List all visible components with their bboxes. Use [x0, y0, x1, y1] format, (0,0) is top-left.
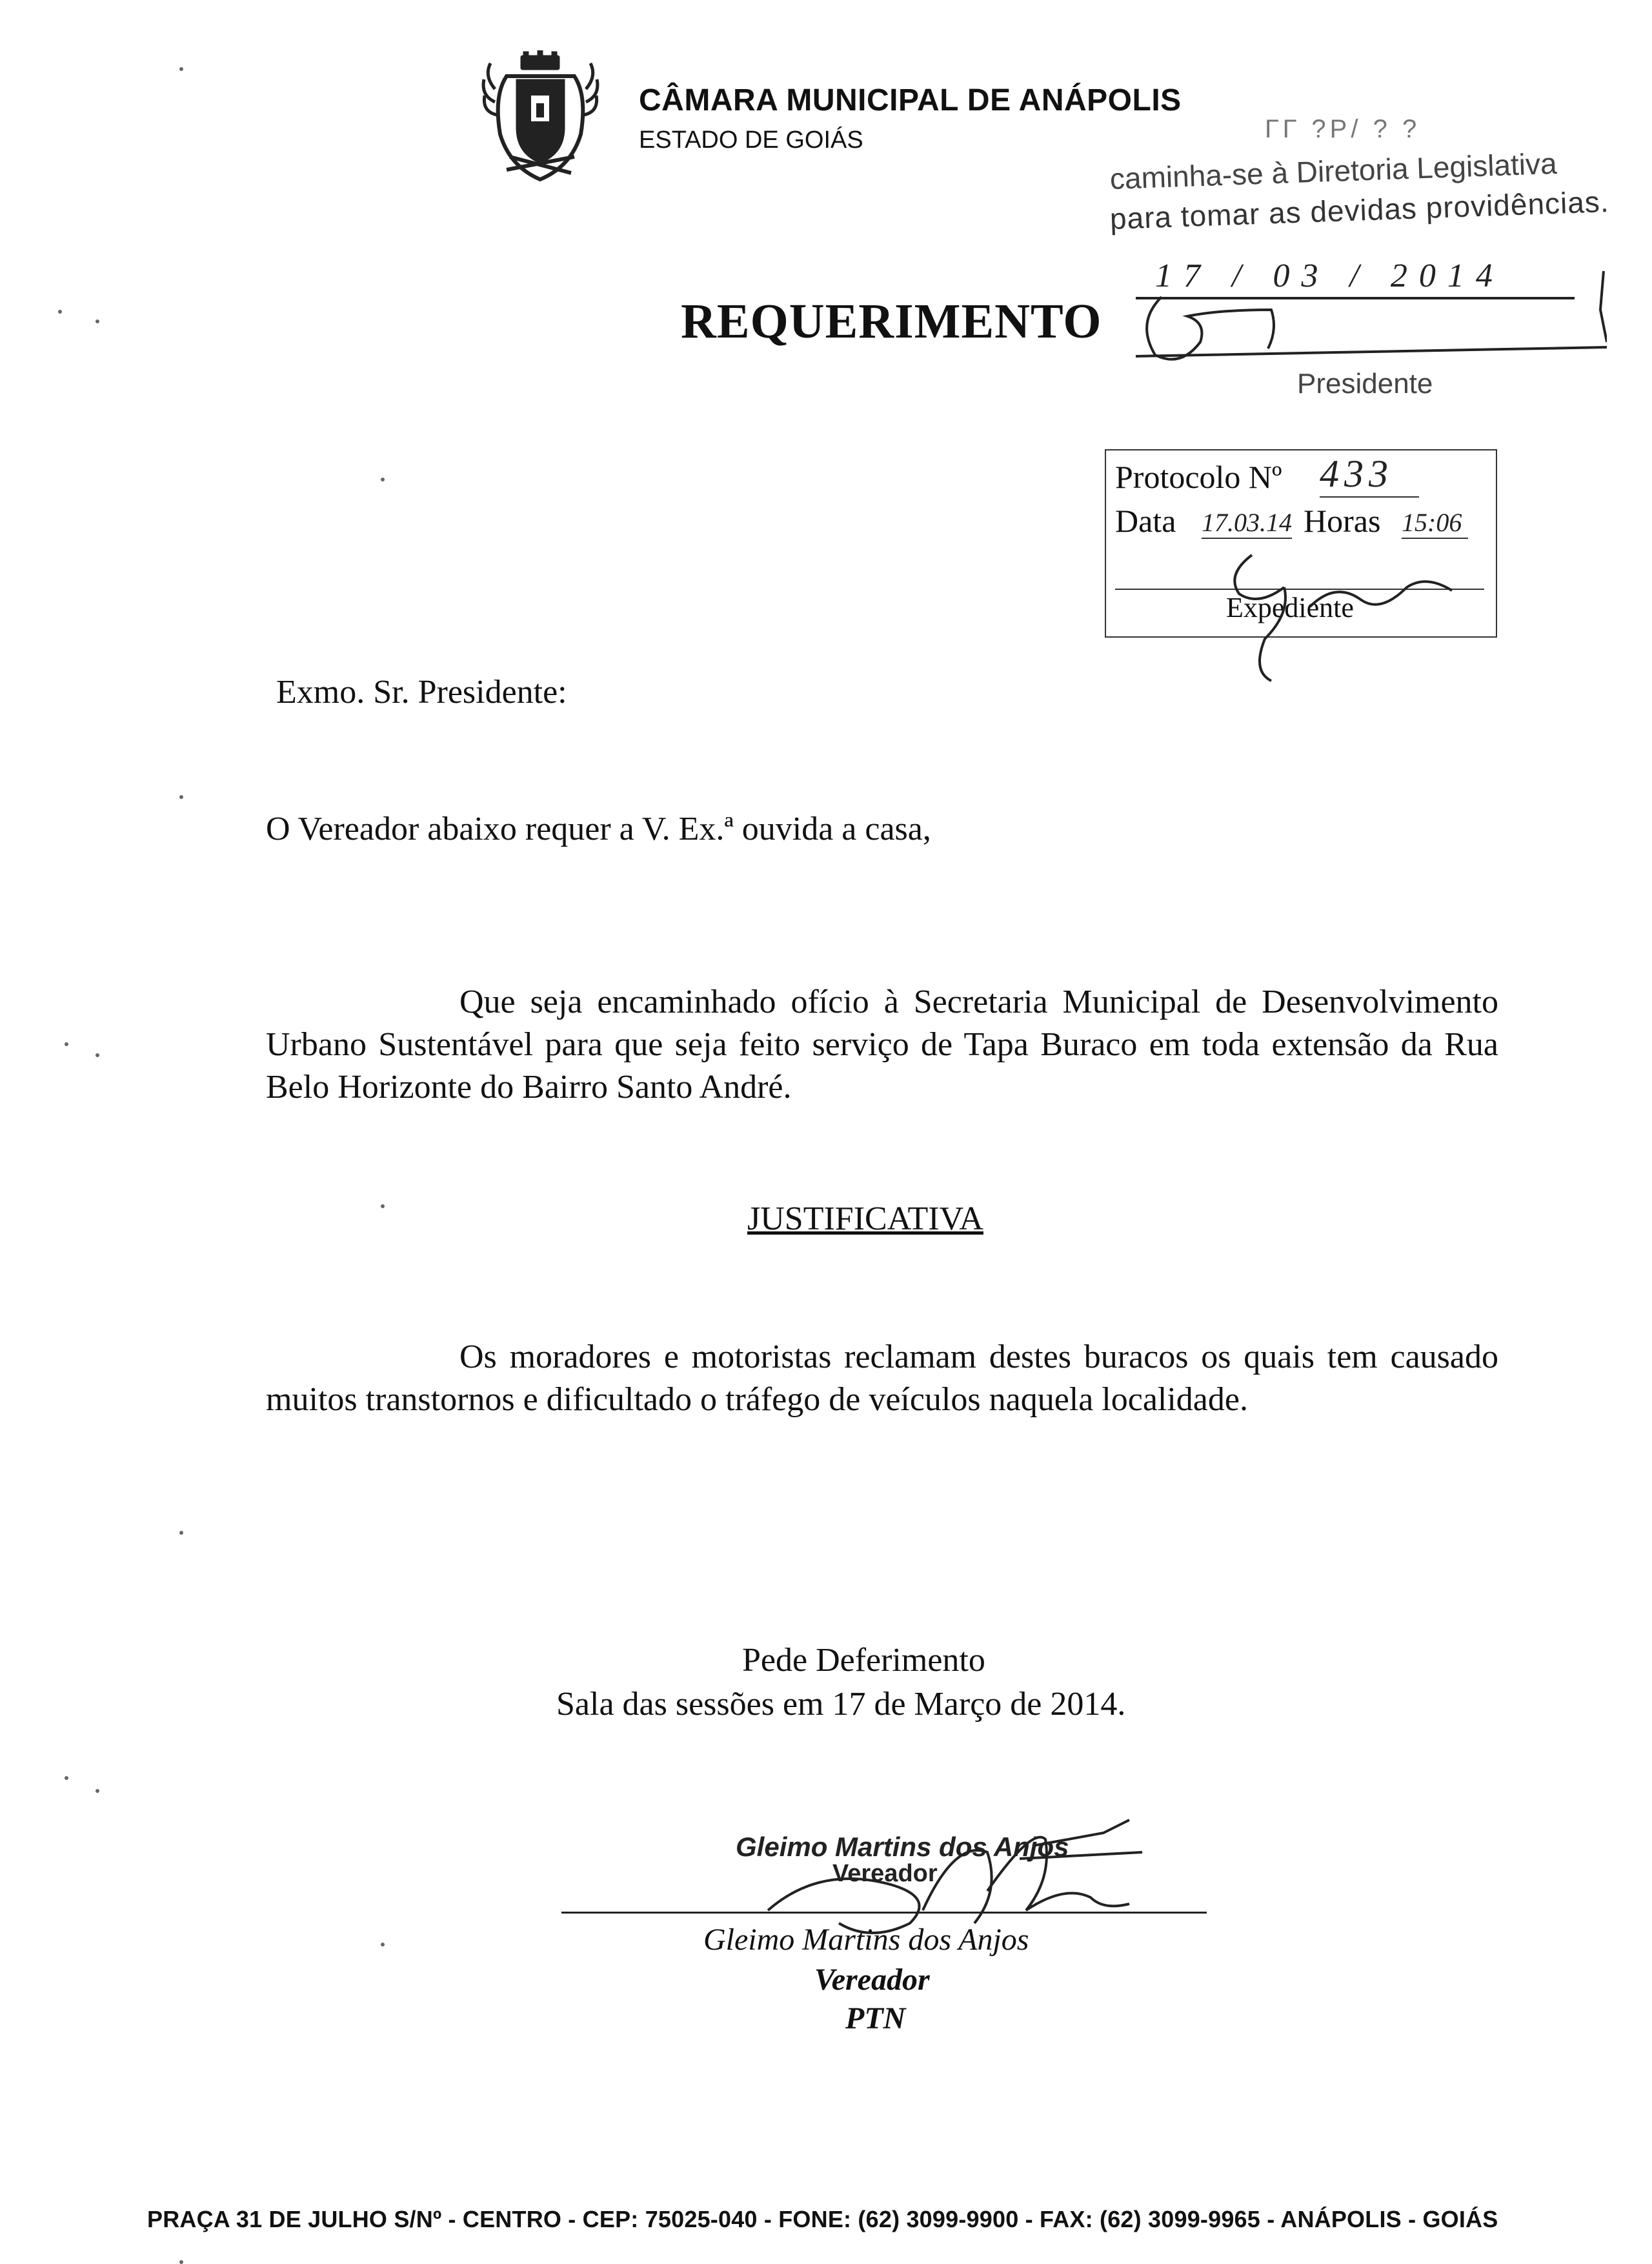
scan-speck [65, 1776, 68, 1780]
document-title: REQUERIMENTO [681, 294, 1102, 349]
stamp-code: ГГ ?Р/ ? ? [1265, 115, 1421, 143]
protocol-date-label: Data [1115, 503, 1176, 539]
signature-stamp-title: Vereador [832, 1860, 938, 1887]
protocol-date-value: 17.03.14 [1202, 507, 1292, 539]
scan-speck [179, 795, 183, 799]
signatory-party: PTN [845, 2001, 906, 2036]
scan-speck [381, 1943, 385, 1946]
signature-line [561, 1912, 1207, 1914]
protocol-number-value: 433 [1320, 452, 1419, 498]
signatory-title: Vereador [814, 1963, 930, 1997]
closing-request: Pede Deferimento [742, 1642, 985, 1679]
justification-title: JUSTIFICATIVA [747, 1200, 983, 1237]
protocol-hours-label: Horas [1304, 503, 1381, 539]
protocol-hours-value: 15:06 [1402, 507, 1468, 539]
stamp-date: 17 / 03 / 2014 [1155, 258, 1504, 294]
scan-speck [179, 1531, 183, 1535]
protocol-expediente-label: Expediente [1226, 592, 1354, 623]
scan-speck [381, 478, 385, 481]
stamp-instruction-line: para tomar as devidas providências. [1109, 185, 1610, 236]
closing-place-date: Sala das sessões em 17 de Março de 2014. [556, 1686, 1126, 1723]
stamp-president-label: Presidente [1297, 368, 1433, 399]
scan-speck [381, 1204, 385, 1208]
scan-speck [96, 1053, 99, 1057]
scan-speck [58, 310, 62, 314]
scan-speck [65, 1042, 68, 1046]
org-name: CÂMARA MUNICIPAL DE ANÁPOLIS [639, 83, 1182, 117]
municipal-crest-icon [481, 50, 600, 189]
scan-speck [96, 1789, 99, 1793]
scan-speck [179, 67, 183, 71]
footer-address: PRAÇA 31 DE JULHO S/Nº - CENTRO - CEP: 75025-040 - FONE: (62) 3099-9900 - FAX: (62) 3099-9965 - ANÁPOLIS - GOIÁS [147, 2206, 1498, 2232]
scan-speck [179, 2260, 183, 2264]
stamp-forward-line: caminha-se à Diretoria Legislativa [1109, 146, 1558, 196]
justification-paragraph: Os moradores e motoristas reclamam destes buracos os quais tem causado muitos transtornos e dificultado o tráfego de veículos naquela localidade. [266, 1339, 1498, 1418]
scan-speck [96, 319, 99, 323]
protocol-initials-icon [1213, 536, 1484, 684]
signatory-name: Gleimo Martins dos Anjos [703, 1923, 1029, 1957]
salutation: Exmo. Sr. Presidente: [276, 674, 567, 711]
intro-paragraph: O Vereador abaixo requer a V. Ex.ª ouvida a casa, [266, 811, 931, 847]
org-state: ESTADO DE GOIÁS [639, 126, 863, 154]
signature-stamp-name: Gleimo Martins dos Anjos [736, 1832, 1069, 1862]
protocol-number-label: Protocolo Nº [1115, 459, 1282, 495]
request-paragraph: Que seja encaminhado ofício à Secretaria Municipal de Desenvolvimento Urbano Sustentável para que seja feito serviço de Tapa Buraco em toda extensão da Rua Belo Horizonte do Bairro Santo André. [266, 984, 1498, 1106]
